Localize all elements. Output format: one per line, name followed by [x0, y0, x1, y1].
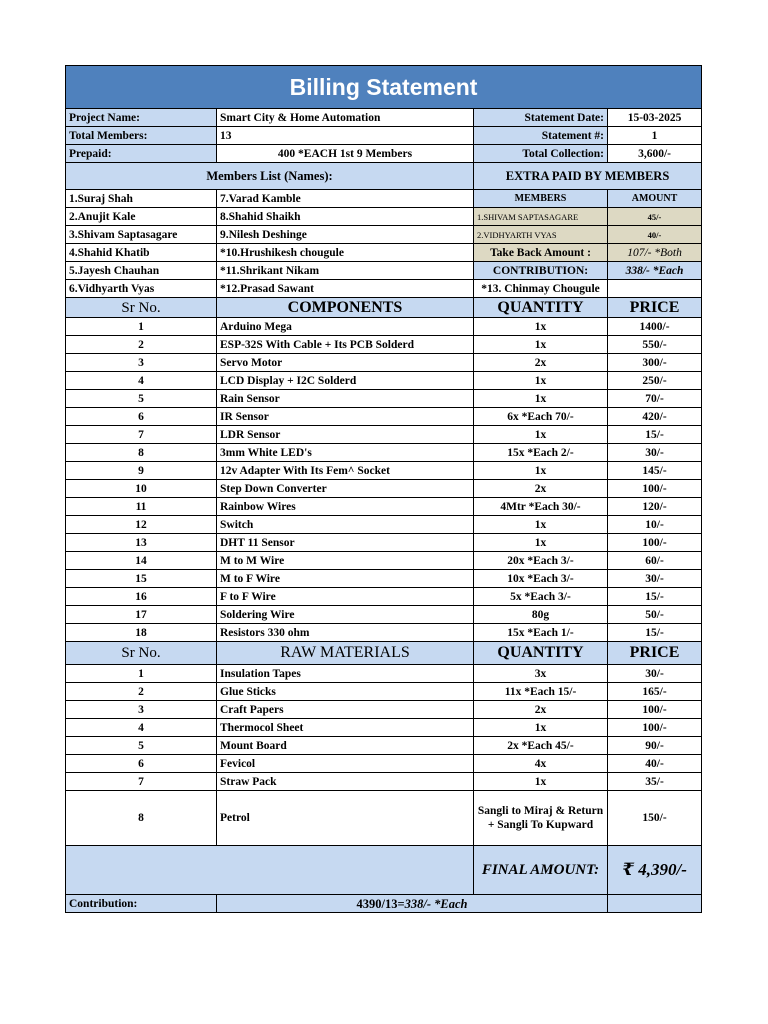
raw-qty: 2x *Each 45/- — [474, 737, 608, 755]
component-price: 145/- — [608, 462, 702, 480]
component-price: 70/- — [608, 390, 702, 408]
component-qty: 1x — [474, 336, 608, 354]
raw-price: 100/- — [608, 701, 702, 719]
component-qty: 2x — [474, 354, 608, 372]
component-qty: 1x — [474, 372, 608, 390]
component-price: 100/- — [608, 480, 702, 498]
prepaid-label: Prepaid: — [66, 145, 217, 163]
footer-contribution-calc — [217, 895, 608, 913]
take-back-label: Take Back Amount : — [474, 244, 608, 262]
final-amount-label: FINAL AMOUNT: — [474, 846, 608, 895]
raw-name: Straw Pack — [217, 773, 474, 791]
component-sr: 12 — [66, 516, 217, 534]
component-sr: 5 — [66, 390, 217, 408]
component-row — [66, 444, 702, 462]
raw-name: Mount Board — [217, 737, 474, 755]
component-row — [66, 426, 702, 444]
raw-sr: 7 — [66, 773, 217, 791]
component-price: 60/- — [608, 552, 702, 570]
component-sr: 1 — [66, 318, 217, 336]
page-title: Billing Statement — [66, 66, 702, 109]
component-name: Soldering Wire — [217, 606, 474, 624]
component-row — [66, 624, 702, 642]
component-price: 300/- — [608, 354, 702, 372]
component-name: 3mm White LED's — [217, 444, 474, 462]
component-row — [66, 588, 702, 606]
component-price: 10/- — [608, 516, 702, 534]
component-row — [66, 606, 702, 624]
component-row — [66, 390, 702, 408]
component-price: 15/- — [608, 624, 702, 642]
component-name: Arduino Mega — [217, 318, 474, 336]
raw-sr: 4 — [66, 719, 217, 737]
component-name: M to F Wire — [217, 570, 474, 588]
extra-member-name: 1.SHIVAM SAPTASAGARE — [474, 208, 608, 226]
member-name: 8.Shahid Shaikh — [217, 208, 474, 226]
member-name: 5.Jayesh Chauhan — [66, 262, 217, 280]
extra-amount-column-header: AMOUNT — [608, 190, 702, 208]
component-name: DHT 11 Sensor — [217, 534, 474, 552]
component-sr: 14 — [66, 552, 217, 570]
component-qty: 10x *Each 3/- — [474, 570, 608, 588]
component-qty: 80g — [474, 606, 608, 624]
component-sr: 4 — [66, 372, 217, 390]
raw-name: Insulation Tapes — [217, 665, 474, 683]
extra-member-amount: 40/- — [608, 226, 702, 244]
raw-qty: 1x — [474, 773, 608, 791]
member-name: *10.Hrushikesh chougule — [217, 244, 474, 262]
raw-qty: 11x *Each 15/- — [474, 683, 608, 701]
member-name: *13. Chinmay Chougule — [474, 280, 608, 298]
component-price: 15/- — [608, 426, 702, 444]
total-collection-value: 3,600/- — [608, 145, 702, 163]
total-members-value: 13 — [217, 127, 474, 145]
extra-members-column-header: MEMBERS — [474, 190, 608, 208]
component-qty: 15x *Each 1/- — [474, 624, 608, 642]
raw-name: Petrol — [217, 791, 474, 846]
prepaid-value: 400 *EACH 1st 9 Members — [217, 145, 474, 163]
component-name: M to M Wire — [217, 552, 474, 570]
component-price: 1400/- — [608, 318, 702, 336]
raw-name: Thermocol Sheet — [217, 719, 474, 737]
component-qty: 1x — [474, 462, 608, 480]
components-qty-header: QUANTITY — [474, 298, 608, 318]
member-name: *11.Shrikant Nikam — [217, 262, 474, 280]
billing-table — [65, 65, 702, 913]
extra-member-name: 2.VIDHYARTH VYAS — [474, 226, 608, 244]
raw-qty: 1x — [474, 719, 608, 737]
component-row — [66, 318, 702, 336]
component-row — [66, 480, 702, 498]
component-name: Step Down Converter — [217, 480, 474, 498]
extra-paid-header: EXTRA PAID BY MEMBERS — [474, 163, 702, 190]
component-price: 420/- — [608, 408, 702, 426]
raw-sr: 1 — [66, 665, 217, 683]
contribution-value: 338/- *Each — [608, 262, 702, 280]
raw-sr: 6 — [66, 755, 217, 773]
component-name: Servo Motor — [217, 354, 474, 372]
raw-price: 150/- — [608, 791, 702, 846]
component-row — [66, 372, 702, 390]
component-qty: 1x — [474, 534, 608, 552]
component-name: Rain Sensor — [217, 390, 474, 408]
component-row — [66, 516, 702, 534]
raw-name: Glue Sticks — [217, 683, 474, 701]
member-name: 3.Shivam Saptasagare — [66, 226, 217, 244]
statement-number-value: 1 — [608, 127, 702, 145]
raw-sr: 8 — [66, 791, 217, 846]
component-qty: 1x — [474, 390, 608, 408]
raw-row — [66, 773, 702, 791]
component-row — [66, 408, 702, 426]
member-name: 6.Vidhyarth Vyas — [66, 280, 217, 298]
component-row — [66, 354, 702, 372]
components-list — [66, 318, 702, 642]
raw-price: 90/- — [608, 737, 702, 755]
components-sr-header: Sr No. — [66, 298, 217, 318]
raw-qty: 3x — [474, 665, 608, 683]
raw-sr: 2 — [66, 683, 217, 701]
raw-qty: 4x — [474, 755, 608, 773]
component-qty: 2x — [474, 480, 608, 498]
raw-row — [66, 665, 702, 683]
component-row — [66, 498, 702, 516]
component-sr: 6 — [66, 408, 217, 426]
component-qty: 6x *Each 70/- — [474, 408, 608, 426]
component-name: 12v Adapter With Its Fem^ Socket — [217, 462, 474, 480]
component-sr: 15 — [66, 570, 217, 588]
raw-qty: 2x — [474, 701, 608, 719]
component-price: 100/- — [608, 534, 702, 552]
component-sr: 2 — [66, 336, 217, 354]
footer-each-text: 338/- *Each — [404, 896, 468, 911]
component-qty: 15x *Each 2/- — [474, 444, 608, 462]
empty-cell — [608, 280, 702, 298]
final-amount-value: ₹ 4,390/- — [608, 846, 702, 895]
component-price: 15/- — [608, 588, 702, 606]
component-price: 120/- — [608, 498, 702, 516]
component-price: 250/- — [608, 372, 702, 390]
component-row — [66, 534, 702, 552]
raw-row — [66, 701, 702, 719]
take-back-value: 107/- *Both — [608, 244, 702, 262]
raw-row — [66, 683, 702, 701]
raw-name-header: RAW MATERIALS — [217, 642, 474, 665]
raw-name: Fevicol — [217, 755, 474, 773]
raw-qty-header: QUANTITY — [474, 642, 608, 665]
component-name: LDR Sensor — [217, 426, 474, 444]
member-name: 9.Nilesh Deshinge — [217, 226, 474, 244]
footer-contribution-label: Contribution: — [66, 895, 217, 913]
component-price: 30/- — [608, 570, 702, 588]
component-name: Rainbow Wires — [217, 498, 474, 516]
total-collection-label: Total Collection: — [474, 145, 608, 163]
component-qty: 4Mtr *Each 30/- — [474, 498, 608, 516]
members-list-header: Members List (Names): — [66, 163, 474, 190]
component-name: Resistors 330 ohm — [217, 624, 474, 642]
member-name: 2.Anujit Kale — [66, 208, 217, 226]
component-sr: 9 — [66, 462, 217, 480]
raw-price: 100/- — [608, 719, 702, 737]
footer-calc-text: 4390/13= — [356, 896, 405, 911]
component-qty: 1x — [474, 318, 608, 336]
empty-cell — [608, 895, 702, 913]
raw-row — [66, 755, 702, 773]
statement-date-value: 15-03-2025 — [608, 109, 702, 127]
component-sr: 10 — [66, 480, 217, 498]
component-qty: 20x *Each 3/- — [474, 552, 608, 570]
billing-statement-sheet — [65, 65, 701, 913]
raw-materials-list — [66, 665, 702, 791]
total-members-label: Total Members: — [66, 127, 217, 145]
raw-name: Craft Papers — [217, 701, 474, 719]
component-sr: 8 — [66, 444, 217, 462]
component-sr: 17 — [66, 606, 217, 624]
member-name: *12.Prasad Sawant — [217, 280, 474, 298]
component-row — [66, 336, 702, 354]
component-name: Switch — [217, 516, 474, 534]
component-sr: 16 — [66, 588, 217, 606]
component-row — [66, 462, 702, 480]
raw-qty: Sangli to Miraj & Return + Sangli To Kupward — [474, 791, 608, 846]
raw-row — [66, 737, 702, 755]
component-qty: 5x *Each 3/- — [474, 588, 608, 606]
component-name: LCD Display + I2C Solderd — [217, 372, 474, 390]
member-name: 7.Varad Kamble — [217, 190, 474, 208]
final-spacer — [66, 846, 474, 895]
component-qty: 1x — [474, 516, 608, 534]
component-qty: 1x — [474, 426, 608, 444]
component-name: F to F Wire — [217, 588, 474, 606]
contribution-label: CONTRIBUTION: — [474, 262, 608, 280]
component-row — [66, 570, 702, 588]
component-sr: 3 — [66, 354, 217, 372]
component-sr: 7 — [66, 426, 217, 444]
component-name: IR Sensor — [217, 408, 474, 426]
component-name: ESP-32S With Cable + Its PCB Solderd — [217, 336, 474, 354]
component-price: 30/- — [608, 444, 702, 462]
component-sr: 11 — [66, 498, 217, 516]
raw-price: 40/- — [608, 755, 702, 773]
raw-price: 165/- — [608, 683, 702, 701]
raw-sr: 3 — [66, 701, 217, 719]
raw-row — [66, 719, 702, 737]
raw-sr: 5 — [66, 737, 217, 755]
components-price-header: PRICE — [608, 298, 702, 318]
component-price: 550/- — [608, 336, 702, 354]
component-row — [66, 552, 702, 570]
raw-price-header: PRICE — [608, 642, 702, 665]
statement-number-label: Statement #: — [474, 127, 608, 145]
extra-member-amount: 45/- — [608, 208, 702, 226]
raw-price: 30/- — [608, 665, 702, 683]
raw-price: 35/- — [608, 773, 702, 791]
project-name-label: Project Name: — [66, 109, 217, 127]
components-name-header: COMPONENTS — [217, 298, 474, 318]
member-name: 4.Shahid Khatib — [66, 244, 217, 262]
member-name: 1.Suraj Shah — [66, 190, 217, 208]
raw-sr-header: Sr No. — [66, 642, 217, 665]
component-price: 50/- — [608, 606, 702, 624]
component-sr: 13 — [66, 534, 217, 552]
component-sr: 18 — [66, 624, 217, 642]
statement-date-label: Statement Date: — [474, 109, 608, 127]
project-name-value: Smart City & Home Automation — [217, 109, 474, 127]
